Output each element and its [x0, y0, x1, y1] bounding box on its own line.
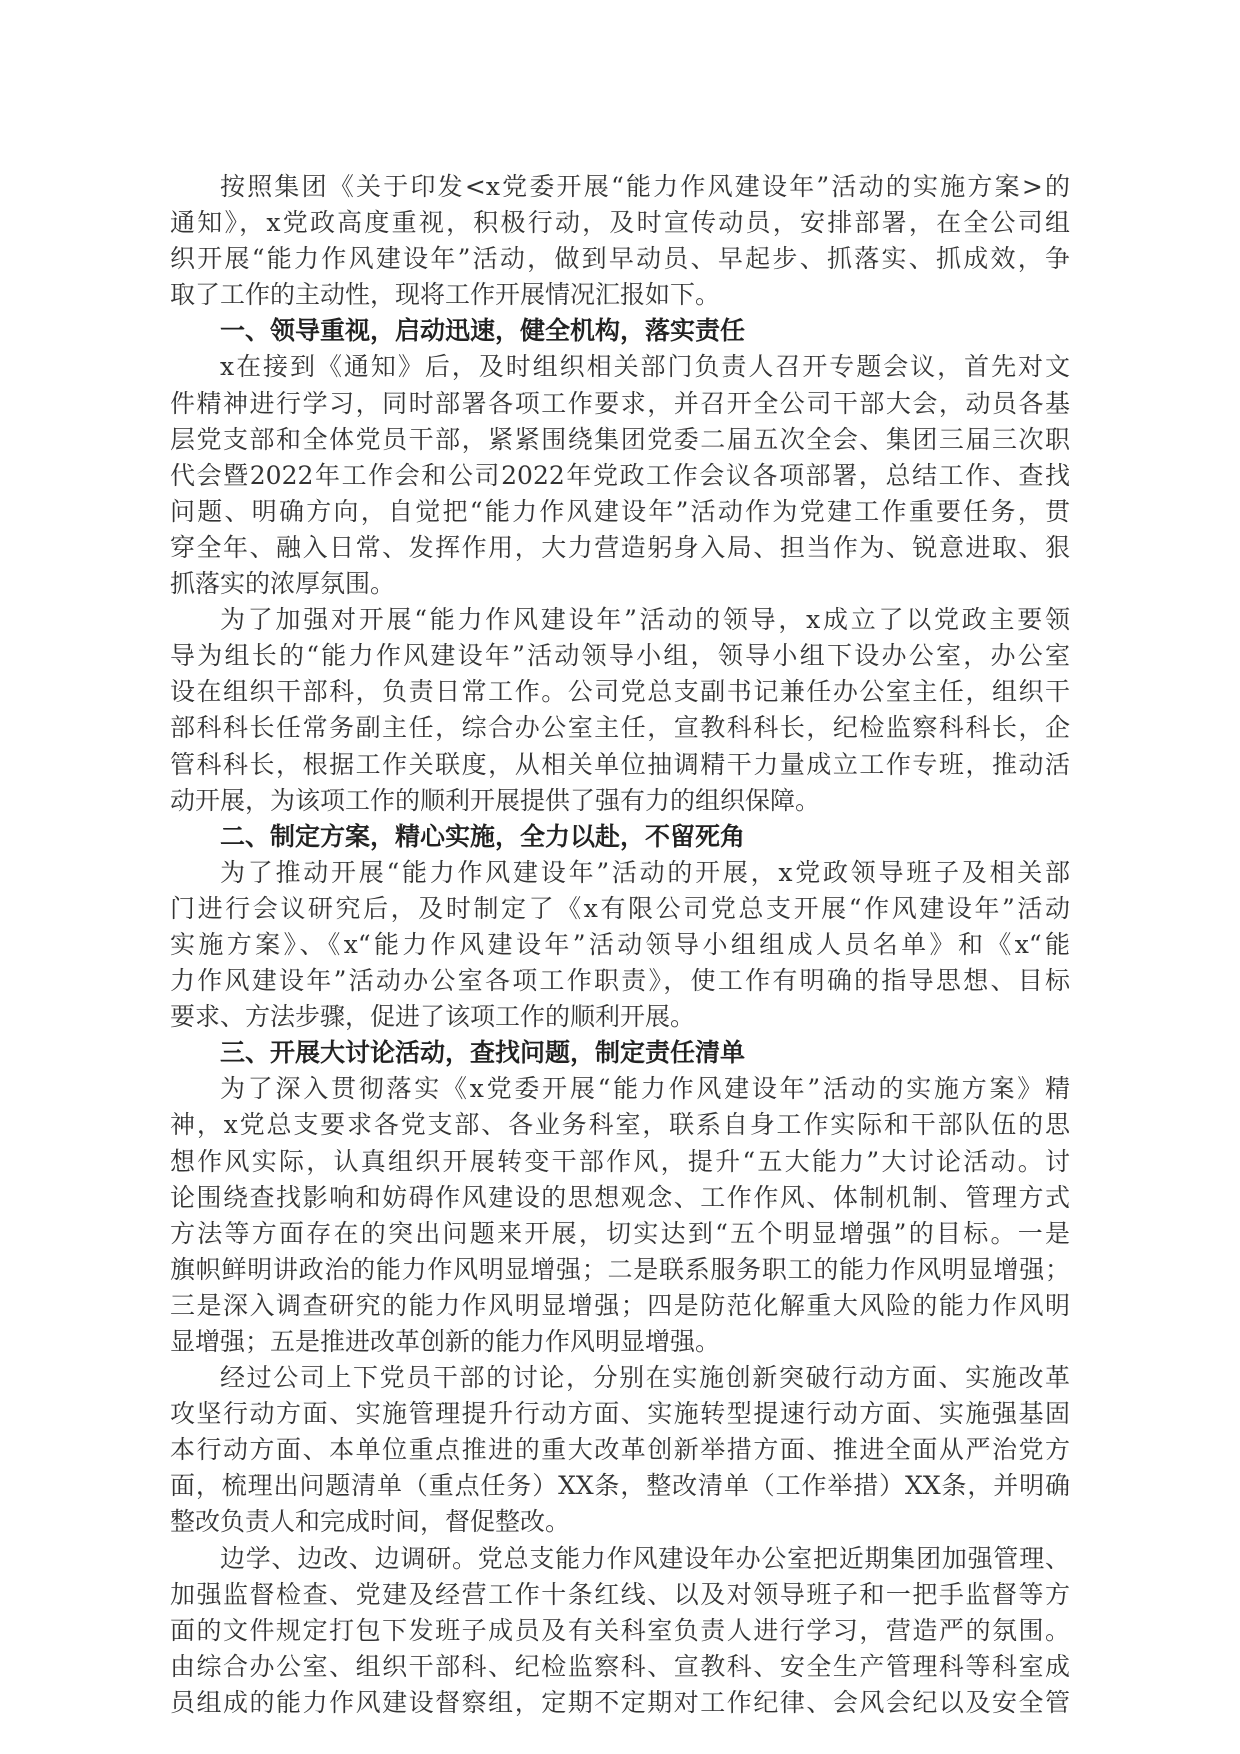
text-line: 面，梳理出问题清单（重点任务）XX条，整改清单（工作举措）XX条，并明确: [170, 1471, 1070, 1501]
text-line: 门进行会议研究后，及时制定了《x有限公司党总支开展“作风建设年”活动: [170, 893, 1070, 923]
paragraph: [170, 349, 1070, 602]
text-line: 一、领导重视，启动迅速，健全机构，落实责任: [220, 316, 746, 346]
text-line: 要求、方法步骤，促进了该项工作的顺利开展。: [170, 1002, 696, 1032]
text-line: 为了深入贯彻落实《x党委开展“能力作风建设年”活动的实施方案》精: [220, 1074, 1070, 1104]
section-heading: [170, 819, 1070, 855]
document-page: [170, 169, 1070, 1721]
text-line: 织开展“能力作风建设年”活动，做到早动员、早起步、抓落实、抓成效，争: [170, 244, 1070, 274]
text-line: 按照集团《关于印发<x党委开展“能力作风建设年”活动的实施方案>的: [220, 172, 1070, 201]
text-line: 取了工作的主动性，现将工作开展情况汇报如下。: [170, 280, 721, 310]
text-line: 二、制定方案，精心实施，全力以赴，不留死角: [220, 821, 746, 851]
text-line: 经过公司上下党员干部的讨论，分别在实施创新突破行动方面、实施改革: [220, 1363, 1070, 1393]
text-line: 整改负责人和完成时间，督促整改。: [170, 1507, 571, 1537]
text-line: 力作风建设年”活动办公室各项工作职责》，使工作有明确的指导思想、目标: [170, 966, 1070, 996]
text-line: 加强监督检查、党建及经营工作十条红线、以及对领导班子和一把手监督等方: [170, 1579, 1070, 1609]
text-line: 抓落实的浓厚氛围。: [170, 569, 396, 599]
text-line: x在接到《通知》后，及时组织相关部门负责人召开专题会议，首先对文: [220, 352, 1070, 382]
paragraph: [170, 855, 1070, 1035]
text-line: 导为组长的“能力作风建设年”活动领导小组，领导小组下设办公室，办公室: [170, 641, 1070, 671]
text-line: 方法等方面存在的突出问题来开展，切实达到“五个明显增强”的目标。一是: [170, 1218, 1070, 1248]
text-line: 为了推动开展“能力作风建设年”活动的开展，x党政领导班子及相关部: [220, 857, 1070, 887]
paragraph: [170, 1071, 1070, 1360]
text-line: 实施方案》、《x“能力作风建设年”活动领导小组组成人员名单》和《x“能: [170, 929, 1070, 959]
text-line: 三、开展大讨论活动，查找问题，制定责任清单: [220, 1038, 746, 1068]
text-line: 件精神进行学习，同时部署各项工作要求，并召开全公司干部大会，动员各基: [170, 388, 1070, 418]
text-line: 穿全年、融入日常、发挥作用，大力营造躬身入局、担当作为、锐意进取、狠: [170, 532, 1070, 562]
text-line: 想作风实际，认真组织开展转变干部作风，提升“五大能力”大讨论活动。讨: [170, 1146, 1070, 1176]
text-line: 为了加强对开展“能力作风建设年”活动的领导，x成立了以党政主要领: [220, 605, 1070, 635]
text-line: 通知》，x党政高度重视，积极行动，及时宣传动员，安排部署，在全公司组: [170, 208, 1070, 238]
text-line: 设在组织干部科，负责日常工作。公司党总支副书记兼任办公室主任，组织干: [170, 677, 1070, 707]
text-line: 显增强；五是推进改革创新的能力作风明显增强。: [170, 1327, 721, 1356]
text-line: 代会暨2022年工作会和公司2022年党政工作会议各项部署，总结工作、查找: [170, 460, 1070, 490]
paragraph: [170, 1541, 1070, 1721]
text-line: 论围绕查找影响和妨碍作风建设的思想观念、工作作风、体制机制、管理方式: [170, 1182, 1070, 1212]
text-line: 旗帜鲜明讲政治的能力作风明显增强；二是联系服务职工的能力作风明显增强；: [170, 1254, 1070, 1284]
text-line: 部科科长任常务副主任，综合办公室主任，宣教科科长，纪检监察科科长，企: [170, 713, 1070, 743]
text-line: 层党支部和全体党员干部，紧紧围绕集团党委二届五次全会、集团三届三次职: [170, 424, 1070, 454]
text-line: 三是深入调查研究的能力作风明显增强；四是防范化解重大风险的能力作风明: [170, 1290, 1070, 1320]
paragraph: [170, 602, 1070, 819]
text-line: 边学、边改、边调研。党总支能力作风建设年办公室把近期集团加强管理、: [220, 1543, 1070, 1573]
text-line: 动开展，为该项工作的顺利开展提供了强有力的组织保障。: [170, 785, 821, 815]
text-line: 神，x党总支要求各党支部、各业务科室，联系自身工作实际和干部队伍的思: [170, 1110, 1070, 1140]
text-line: 本行动方面、本单位重点推进的重大改革创新举措方面、推进全面从严治党方: [170, 1435, 1070, 1465]
text-line: 由综合办公室、组织干部科、纪检监察科、宣教科、安全生产管理科等科室成: [170, 1651, 1070, 1681]
text-line: 管科科长，根据工作关联度，从相关单位抽调精干力量成立工作专班，推动活: [170, 749, 1070, 779]
paragraph: [170, 1360, 1070, 1540]
text-line: 问题、明确方向，自觉把“能力作风建设年”活动作为党建工作重要任务，贯: [170, 496, 1070, 526]
text-line: 攻坚行动方面、实施管理提升行动方面、实施转型提速行动方面、实施强基固: [170, 1399, 1070, 1429]
section-heading: [170, 313, 1070, 349]
paragraph: [170, 169, 1070, 313]
text-line: 员组成的能力作风建设督察组，定期不定期对工作纪律、会风会纪以及安全管: [170, 1687, 1070, 1717]
section-heading: [170, 1035, 1070, 1071]
text-line: 面的文件规定打包下发班子成员及有关科室负责人进行学习，营造严的氛围。: [170, 1615, 1070, 1645]
